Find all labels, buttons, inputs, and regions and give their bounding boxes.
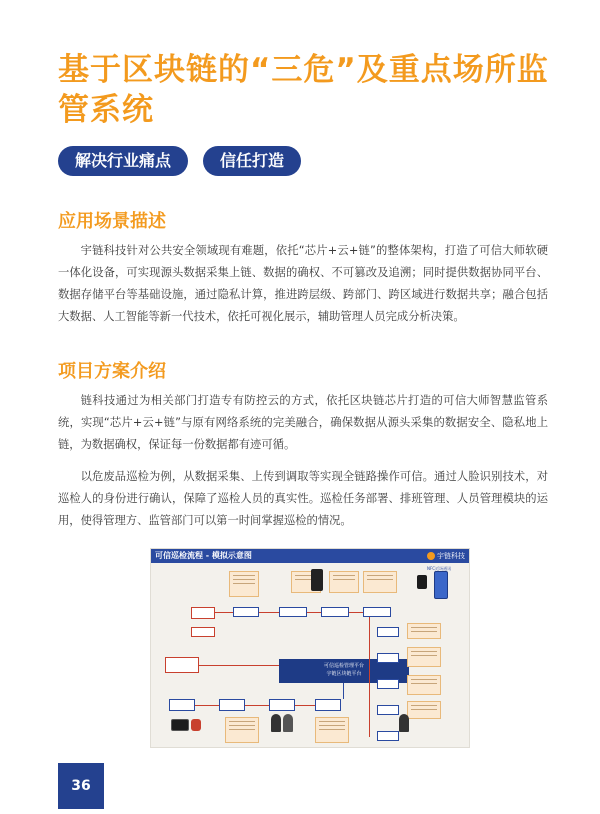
flow-node bbox=[377, 705, 399, 715]
flow-connector bbox=[245, 705, 269, 706]
flow-connector bbox=[259, 612, 279, 613]
flow-connector bbox=[307, 612, 321, 613]
flow-node bbox=[377, 627, 399, 637]
page-number: 36 bbox=[58, 763, 104, 809]
monitor-icon bbox=[171, 719, 189, 731]
reader-device-icon bbox=[311, 569, 323, 591]
inspector-icon bbox=[283, 714, 293, 732]
diagram-note bbox=[407, 647, 441, 667]
flow-node bbox=[377, 653, 399, 663]
diagram-note bbox=[229, 571, 259, 597]
flow-connector bbox=[215, 612, 233, 613]
diagram-note bbox=[407, 623, 441, 639]
brand-logo-icon bbox=[427, 552, 435, 560]
section-heading-scenario: 应用场景描述 bbox=[58, 211, 166, 232]
diagram-brand: 宇链科技 bbox=[437, 552, 465, 560]
camera-icon bbox=[191, 719, 201, 731]
flow-node bbox=[279, 607, 307, 617]
diagram-note bbox=[329, 571, 359, 593]
solution-paragraph-1: 链科技通过为相关部门打造专有防控云的方式，依托区块链芯片打造的可信大师智慧监管系统，实现“芯片+云+链”与原有网络系统的完美融合，确保数据从源头采集的数据安全、隐私地上链，为数据确权，保证每一份数据都有迹可循。 bbox=[58, 394, 548, 451]
flow-node bbox=[169, 699, 195, 711]
flow-node bbox=[377, 679, 399, 689]
nfc-label: NFC近场通讯 bbox=[427, 566, 452, 571]
page-title: 基于区块链的“三危”及重点场所监管系统 bbox=[58, 52, 549, 128]
flow-node bbox=[321, 607, 349, 617]
flow-node bbox=[165, 657, 199, 673]
flow-connector bbox=[369, 617, 370, 737]
section-heading-solution: 项目方案介绍 bbox=[58, 361, 166, 382]
solution-paragraph-2: 以危废品巡检为例，从数据采集、上传到调取等实现全链路操作可信。通过人脸识别技术，对巡检人的身份进行确认，保障了巡检人员的真实性。巡检任务部署、排班管理、人员管理模块的运用，使得管理方、监管部门可以第一时间掌握巡检的情况。 bbox=[58, 470, 548, 527]
tag-pain-points: 解决行业痛点 bbox=[58, 146, 188, 176]
flow-node bbox=[377, 731, 399, 741]
tag-trust: 信任打造 bbox=[203, 146, 301, 176]
flow-node bbox=[191, 607, 215, 619]
hub-line-1: 可信巡检管理平台 bbox=[323, 663, 364, 669]
inspector-icon bbox=[399, 714, 409, 732]
flow-connector bbox=[343, 683, 344, 699]
diagram-note bbox=[225, 717, 259, 743]
flow-node bbox=[191, 627, 215, 637]
flow-connector bbox=[195, 705, 219, 706]
inspection-flow-diagram bbox=[150, 548, 470, 748]
diagram-note bbox=[363, 571, 397, 593]
diagram-note bbox=[315, 717, 349, 743]
flow-connector bbox=[295, 705, 315, 706]
flow-node bbox=[315, 699, 341, 711]
hub-line-2: 宇链区块链平台 bbox=[326, 671, 362, 677]
nfc-tag-icon bbox=[417, 575, 427, 589]
diagram-note bbox=[407, 701, 441, 719]
diagram-header bbox=[151, 549, 470, 563]
flow-connector bbox=[349, 612, 363, 613]
scenario-paragraph: 宇链科技针对公共安全领域现有难题，依托“芯片+云+链”的整体架构，打造了可信大师软硬一体化设备，可实现源头数据采集上链、数据的确权、不可篡改及追溯；同时提供数据协同平台、数据存储平台等基础设施，通过隐私计算，推进跨层级、跨部门、跨区域进行数据共享；融合包括大数据、人工智能等新一代技术，依托可视化展示，辅助管理人员完成分析决策。 bbox=[58, 244, 548, 323]
flow-connector bbox=[199, 665, 279, 666]
diagram-note bbox=[407, 675, 441, 695]
flow-node bbox=[269, 699, 295, 711]
flow-node bbox=[363, 607, 391, 617]
phone-icon bbox=[434, 571, 448, 599]
flow-node bbox=[233, 607, 259, 617]
inspector-icon bbox=[271, 714, 281, 732]
diagram-title: 可信巡检流程 - 模拟示意图 bbox=[155, 551, 252, 560]
flow-node bbox=[219, 699, 245, 711]
